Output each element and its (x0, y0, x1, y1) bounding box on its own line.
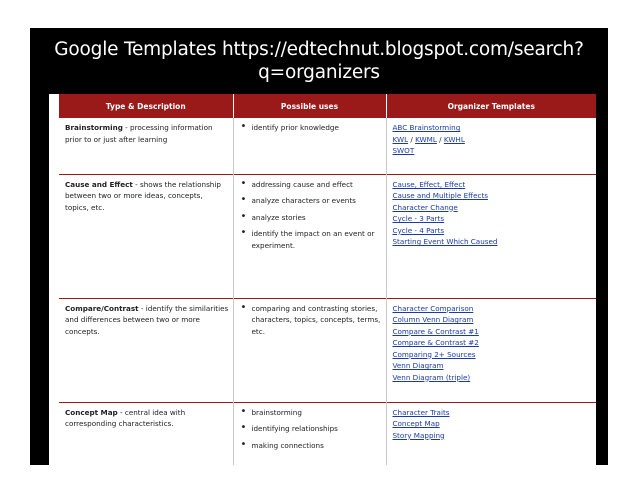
type-name: Brainstorming (65, 123, 123, 132)
template-link[interactable]: Story Mapping (392, 430, 445, 440)
type-description: - shows the relationship between two or more ideas, concepts, topics, etc. (65, 179, 221, 212)
templates-cell (386, 298, 596, 402)
template-link[interactable]: Venn Diagram (triple) (392, 372, 471, 382)
template-link[interactable]: Cause, Effect, Effect (392, 179, 466, 189)
templates-cell (386, 402, 596, 465)
table-row (59, 298, 596, 402)
template-link[interactable]: Cause and Multiple Effects (392, 191, 489, 200)
type-description: - central idea with corresponding characteristics. (65, 407, 186, 428)
template-link[interactable]: Cycle - 3 Parts (392, 214, 445, 223)
slide-title-line1: Google Templates https://edtechnut.blogspot.com/search? (54, 39, 584, 60)
organizer-table (59, 94, 596, 465)
table-header-row (59, 94, 596, 118)
template-link[interactable]: Compare & Contrast #1 (392, 326, 479, 336)
template-link[interactable]: Character Traits (392, 407, 450, 417)
uses-cell (233, 298, 386, 402)
template-link[interactable]: Venn Diagram (392, 361, 444, 370)
template-link-group: KWL / KWML / KWHL (392, 134, 465, 144)
template-link[interactable]: Column Venn Diagram (392, 315, 474, 324)
template-link[interactable]: ABC Brainstorming (392, 123, 461, 132)
uses-cell (233, 402, 386, 465)
template-link[interactable]: Starting Event Which Caused (392, 237, 498, 246)
table-row (59, 118, 596, 174)
template-link[interactable]: KWHL (443, 134, 465, 144)
type-cell (59, 118, 233, 174)
slide-title-line2: q=organizers (258, 62, 380, 83)
type-cell (59, 402, 233, 465)
header-type-description: Type & Description (59, 94, 233, 118)
type-name: Cause and Effect (65, 179, 133, 189)
templates-cell (386, 174, 596, 298)
template-link[interactable]: Character Change (392, 202, 458, 212)
type-description: - processing information prior to or just after learning (65, 123, 213, 144)
header-organizer-templates: Organizer Templates (386, 94, 596, 118)
template-link[interactable]: Cycle - 4 Parts (392, 225, 445, 235)
organizer-table-screenshot (49, 94, 596, 465)
use-item: • brainstorming (252, 407, 382, 419)
uses-cell (233, 118, 386, 174)
type-cell (59, 174, 233, 298)
template-link[interactable]: KWL (392, 134, 409, 144)
table-row (59, 174, 596, 298)
type-description: - identify the similarities and differences between two or more concepts. (65, 303, 229, 336)
use-item: • addressing cause and effect (252, 179, 382, 191)
template-link[interactable]: Concept Map (392, 419, 440, 428)
table-row (59, 402, 596, 465)
header-possible-uses: Possible uses (233, 94, 386, 118)
slide (30, 28, 608, 465)
template-link[interactable]: Compare & Contrast #2 (392, 338, 479, 347)
template-link[interactable]: KWML (415, 134, 437, 144)
template-link[interactable]: SWOT (392, 146, 415, 155)
use-item: • analyze stories (252, 212, 382, 224)
use-item: • identifying relationships (252, 423, 382, 435)
use-item: • analyze characters or events (252, 195, 382, 207)
template-link[interactable]: Character Comparison (392, 303, 474, 313)
slide-title (30, 38, 608, 84)
uses-cell (233, 174, 386, 298)
use-item: • making connections (252, 440, 382, 452)
templates-cell (386, 118, 596, 174)
type-name: Concept Map (65, 407, 118, 417)
type-name: Compare/Contrast (65, 303, 139, 313)
use-item: • identify prior knowledge (252, 122, 382, 134)
use-item: • comparing and contrasting stories, characters, topics, concepts, terms, etc. (252, 303, 382, 338)
use-item: • identify the impact on an event or experiment. (252, 228, 382, 251)
type-cell (59, 298, 233, 402)
template-link[interactable]: Comparing 2+ Sources (392, 349, 476, 359)
